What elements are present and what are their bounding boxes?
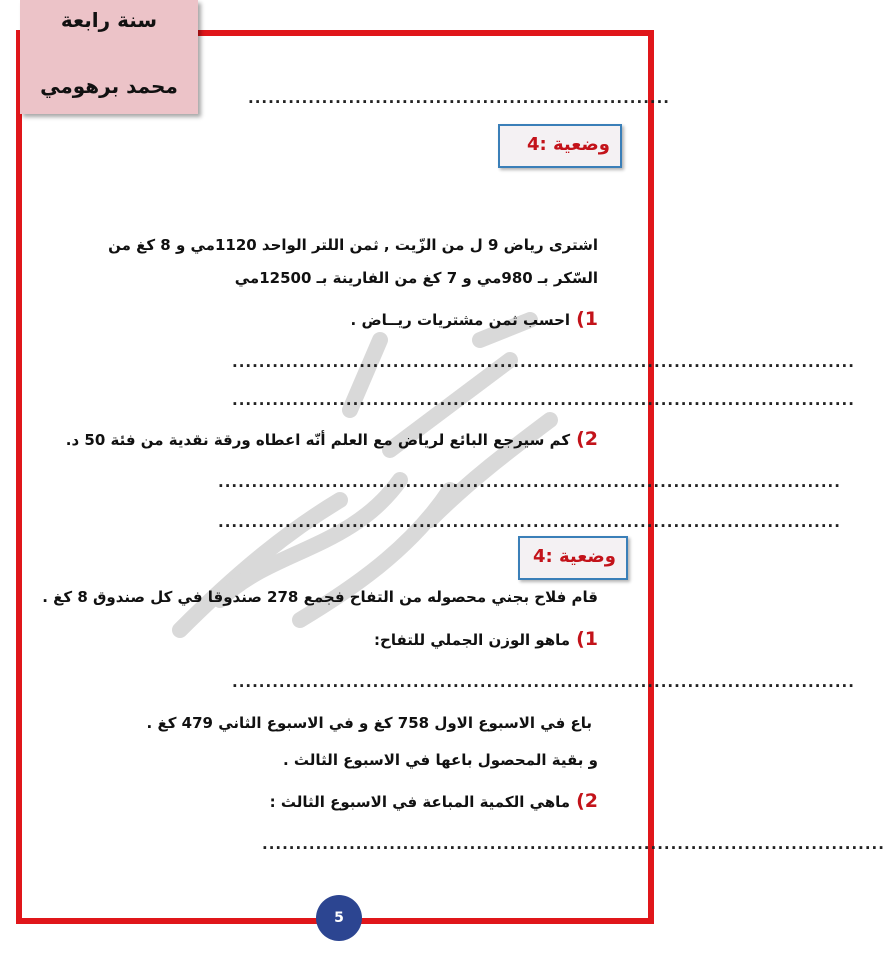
answer-line[interactable]: ............................................................................................. xyxy=(262,835,885,853)
question-number: 1) xyxy=(576,308,598,330)
question-number: 1) xyxy=(576,628,598,650)
answer-line[interactable]: ............................................................................................. xyxy=(232,353,855,371)
situation-2-question-1 xyxy=(374,628,598,650)
question-number: 2) xyxy=(576,790,598,812)
situation-1-question-2 xyxy=(66,428,598,450)
question-number: 2) xyxy=(576,428,598,450)
answer-line[interactable]: ............................................................................................. xyxy=(232,673,855,691)
name-blank-line[interactable]: ............................................................... xyxy=(248,89,670,107)
answer-line[interactable]: ............................................................................................. xyxy=(218,513,841,531)
situation-2-question-2 xyxy=(270,790,598,812)
situation-2-text-1: قام فلاح بجني محصوله من التفاح فجمع 278 صندوقا في كل صندوق 8 كغ . xyxy=(42,588,598,606)
header-label-box xyxy=(20,0,198,114)
situation-2-text-3: و بقية المحصول باعها في الاسبوع الثالث . xyxy=(283,751,598,769)
situation-1-text-1: اشترى رياض 9 ل من الزّيت , ثمن اللتر الواحد 1120مي و 8 كغ من xyxy=(108,236,598,254)
teacher-name: محمد برهومي xyxy=(40,74,178,98)
question-text: ماهي الكمية المباعة في الاسبوع الثالث : xyxy=(269,793,571,811)
situation-1-question-1 xyxy=(351,308,598,330)
question-text: احسب ثمن مشتريات ريــاض . xyxy=(350,311,571,329)
situation-2-title: وضعية :4 xyxy=(518,536,628,580)
answer-line[interactable]: ............................................................................................. xyxy=(232,391,855,409)
question-text: ماهو الوزن الجملي للتفاح: xyxy=(374,631,571,649)
situation-2-text-2: باع في الاسبوع الاول 758 كغ و في الاسبوع الثاني 479 كغ . xyxy=(146,714,592,732)
grade-label: سنة رابعة xyxy=(60,8,158,32)
question-text: كم سيرجع البائع لرياض مع العلم أنّه اعطاه ورقة نقدية من فئة 50 د. xyxy=(65,431,571,449)
situation-1-text-2: السّكر بـ 980مي و 7 كغ من الفارينة بـ 12500مي xyxy=(234,269,598,287)
page-number: 5 xyxy=(316,895,362,941)
situation-1-title: وضعية :4 xyxy=(498,124,622,168)
answer-line[interactable]: ............................................................................................. xyxy=(218,473,841,491)
